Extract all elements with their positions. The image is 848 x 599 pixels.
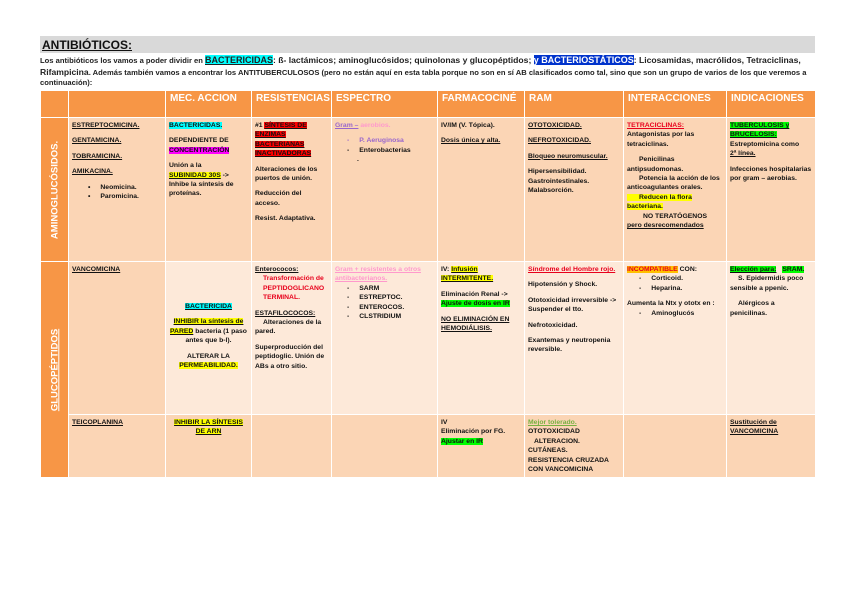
esp-item: - P. Aeruginosa — [335, 136, 434, 145]
header-mec-accion: MEC. ACCION — [166, 91, 252, 118]
table-row — [41, 415, 816, 478]
int-highlight: INCOMPATIBLE — [627, 266, 678, 273]
drug-name: TEICOPLANINA — [72, 419, 123, 426]
cell-ram — [525, 118, 624, 262]
header-espectro: ESPECTRO — [332, 91, 438, 118]
title-bar — [40, 36, 815, 53]
header-ram: RAM — [525, 91, 624, 118]
ind-highlight: TUBERCULOSIS y BRUCELOSIS: — [730, 122, 790, 139]
intro-text-4: . Además también vamos a encontrar los ANTITUBERCULOSOS (pero no están aquí en esta tabla porque no son en sí AB clasificados como tal, sino que son un grupo de varios de los que veremos a continuación): — [40, 67, 807, 87]
mec-text: ALTERAR LA — [187, 352, 230, 360]
ram-text: NEFROTOXICIDAD. — [528, 137, 591, 145]
ram-text: Hipotensión y Shock. — [528, 281, 598, 289]
int-text: Aumenta la Ntx y ototx en : — [627, 300, 715, 308]
esp-text: aerobios. — [360, 122, 391, 129]
cell-drugs — [69, 415, 166, 478]
intro-bactericidas: BACTERICIDAS — [205, 55, 274, 65]
ind-highlight: SRAM. — [782, 266, 805, 273]
group-label: GLUCOPÉPTIDOS — [48, 328, 60, 411]
ram-text: Nefrotoxicidad. — [528, 321, 578, 329]
res-text: Resist. Adaptativa. — [255, 215, 316, 223]
int-text: NO TERATÓGENOS — [642, 212, 708, 220]
ram-text: Bloqueo neuromuscular. — [528, 152, 608, 160]
cell-mec — [166, 118, 252, 262]
mec-text: bacteria (1 paso antes que b-l). — [185, 327, 247, 345]
esp-item: - Enterobacterias — [335, 146, 434, 155]
int-item: - Aminoglucós — [627, 309, 723, 318]
res-text: Reducción del acceso. — [255, 190, 302, 207]
ram-text: OTOTOXICIDAD — [528, 428, 580, 436]
cell-espectro — [332, 262, 438, 415]
ram-text: RESISTENCIA CRUZADA CON VANCOMICINA — [528, 456, 609, 474]
farm-text: Dosis única y alta. — [441, 137, 501, 145]
esp-item: - SARM — [335, 284, 434, 293]
res-text: Alteraciones de los puertos de unión. — [255, 165, 318, 183]
cell-espectro — [332, 118, 438, 262]
header-interacciones: INTERACCIONES — [624, 91, 727, 118]
farm-text: Eliminación por FG. — [441, 428, 506, 436]
intro-bacteriostaticos: y BACTERIOSTÁTICOS — [533, 55, 634, 65]
group-glucopeptidos — [41, 262, 69, 478]
cell-farmacocinetica — [438, 415, 525, 478]
mec-text: Unión a la — [169, 162, 202, 170]
ram-text: Ototoxicidad irreversible -> Suspender el tto. — [528, 296, 617, 314]
mec-highlight: PERMEABILIDAD. — [179, 362, 238, 370]
cell-mec — [166, 415, 252, 478]
ram-text: ALTERACION. CUTÁNEAS. — [528, 437, 580, 455]
int-text: Potencia la acción de los anticoagulantes orales. — [627, 175, 720, 192]
res-text: Enterococos: — [255, 266, 299, 273]
table-row — [41, 118, 816, 262]
int-highlight: Reducen la flora bacteriana. — [627, 193, 692, 211]
cell-interacciones — [624, 262, 727, 415]
res-text: ESTAFILOCOCOS: — [255, 309, 316, 317]
mec-highlight: INHIBIR LA SÍNTESIS DE ARN — [174, 419, 243, 436]
header-row — [41, 91, 816, 118]
ram-text: Síndrome del Hombre rojo. — [528, 266, 616, 273]
header-indicaciones: INDICACIONES — [727, 91, 816, 118]
int-text: Antagonistas por las tetraciclinas. — [627, 131, 695, 148]
drug-name: TOBRAMICINA. — [72, 152, 123, 160]
esp-text: . — [357, 156, 359, 164]
cell-indicaciones — [727, 415, 816, 478]
ind-text: 2ª línea. — [730, 150, 756, 158]
int-item: - Corticoid. — [627, 274, 723, 283]
int-text: pero desrecomendados — [627, 222, 704, 230]
page-title: ANTIBIÓTICOS: — [42, 38, 132, 52]
intro-paragraph — [40, 55, 815, 89]
cell-drugs — [69, 118, 166, 262]
intro-text-1: Los antibióticos los vamos a poder dividir en — [40, 56, 205, 65]
ind-text: Alérgicos a penicilinas. — [730, 300, 775, 317]
farm-highlight: Ajustar en IR — [441, 437, 483, 445]
farm-text: IV: — [441, 266, 450, 273]
drug-name: VANCOMICINA — [72, 266, 121, 273]
res-text: Alteraciones de la pared. — [255, 319, 322, 336]
cell-resistencias — [252, 118, 332, 262]
mec-text: BACTERICIDAS. — [169, 122, 223, 129]
drug-name: ESTREPTOCMICINA. — [72, 122, 140, 129]
cell-mec — [166, 262, 252, 415]
farm-highlight: Infusión INTERMITENTE. — [441, 266, 494, 283]
esp-item: - ENTEROCOS. — [335, 303, 434, 312]
cell-resistencias — [252, 415, 332, 478]
ram-text: Exantemas y neutropenia reversible. — [528, 337, 611, 354]
cell-interacciones — [624, 415, 727, 478]
farm-text: IV/IM (V. Tópica). — [441, 122, 495, 129]
mec-highlight: SUBINIDAD 30S — [169, 171, 221, 179]
esp-item: - ESTREPTOC. — [335, 293, 434, 302]
cell-indicaciones — [727, 118, 816, 262]
int-text: Penicilinas antipsudomonas. — [627, 156, 684, 173]
cell-ram — [525, 262, 624, 415]
ind-text: Estreptomicina como — [730, 140, 800, 148]
ind-text: Sustitución de VANCOMICINA — [730, 419, 779, 436]
drug-subitem: • Paromicina. — [72, 192, 162, 201]
mec-highlight: BACTERICIDA — [185, 303, 232, 310]
ram-text: Hipersensibilidad. Gastrointestinales. Malabsorción. — [528, 168, 590, 195]
group-aminoglucosidos — [41, 118, 69, 262]
int-item: - Heparina. — [627, 284, 723, 293]
drug-name: AMIKACINA. — [72, 168, 113, 176]
intro-text-3: : Licosamidas, macrólidos, Tetraciclinas, Rifampicina — [40, 55, 801, 77]
cell-drugs — [69, 262, 166, 415]
header-empty-drug — [69, 91, 166, 118]
int-text: TETRACICLINAS: — [627, 122, 685, 129]
ram-text: OTOTOXICIDAD. — [528, 122, 582, 129]
cell-farmacocinetica — [438, 118, 525, 262]
mec-text: -> Inhibe la síntesis de proteínas. — [169, 171, 234, 198]
ram-text: Mejor tolerado. — [528, 419, 577, 426]
cell-resistencias — [252, 262, 332, 415]
cell-farmacocinetica — [438, 262, 525, 415]
cell-ram — [525, 415, 624, 478]
esp-item: - CLSTRIDIUM — [335, 312, 434, 321]
table-row — [41, 262, 816, 415]
mec-highlight: INHIBIR la síntesis de PARED — [170, 318, 244, 335]
intro-text-2: : ß- lactámicos; aminoglucósidos; quinolonas y glucopéptidos; — [273, 55, 534, 65]
ind-text: S. Epidermidis poco sensible a ppenic. — [730, 275, 804, 292]
farm-text: NO ELIMINACIÓN EN HEMODIÁLISIS. — [441, 315, 510, 333]
cell-espectro — [332, 415, 438, 478]
res-text: Transformación de PEPTIDOGLICANO TERMINAL. — [263, 275, 325, 302]
drug-name: GENTAMICINA. — [72, 137, 122, 145]
res-text: Superproducción del peptidoglic. Unión de ABs a otro sitio. — [255, 343, 325, 370]
farm-text: IV — [441, 419, 448, 426]
cell-indicaciones — [727, 262, 816, 415]
farm-text: Eliminación Renal -> — [441, 290, 508, 298]
ind-highlight: Elección para: — [730, 266, 777, 273]
header-farmacocinetica: FARMACOCINÉ — [438, 91, 525, 118]
drug-subitem: • Neomicina. — [72, 183, 162, 192]
res-highlight: SÍNTESIS DE ENZIMAS BACTERIANAS INACTIVADORAS — [255, 122, 312, 158]
cell-interacciones — [624, 118, 727, 262]
group-label: AMINOGLUCÓSIDOS. — [48, 140, 60, 239]
mec-highlight: CONCENTRACIÓN — [169, 146, 230, 154]
res-text: #1 — [255, 122, 263, 129]
mec-text: DEPENDIENTE DE — [169, 137, 229, 145]
farm-highlight: Ajuste de dosis en IR — [441, 300, 510, 308]
header-empty-group — [41, 91, 69, 118]
int-text: CON: — [679, 266, 697, 273]
header-resistencias: RESISTENCIAS — [252, 91, 332, 118]
esp-text: Gram – — [335, 122, 359, 129]
esp-text: Gram + resistentes a otros antibacterianos. — [335, 266, 421, 283]
antibiotics-table — [40, 90, 816, 478]
ind-text: Infecciones hospitalarias por gram – aerobias. — [730, 165, 812, 183]
